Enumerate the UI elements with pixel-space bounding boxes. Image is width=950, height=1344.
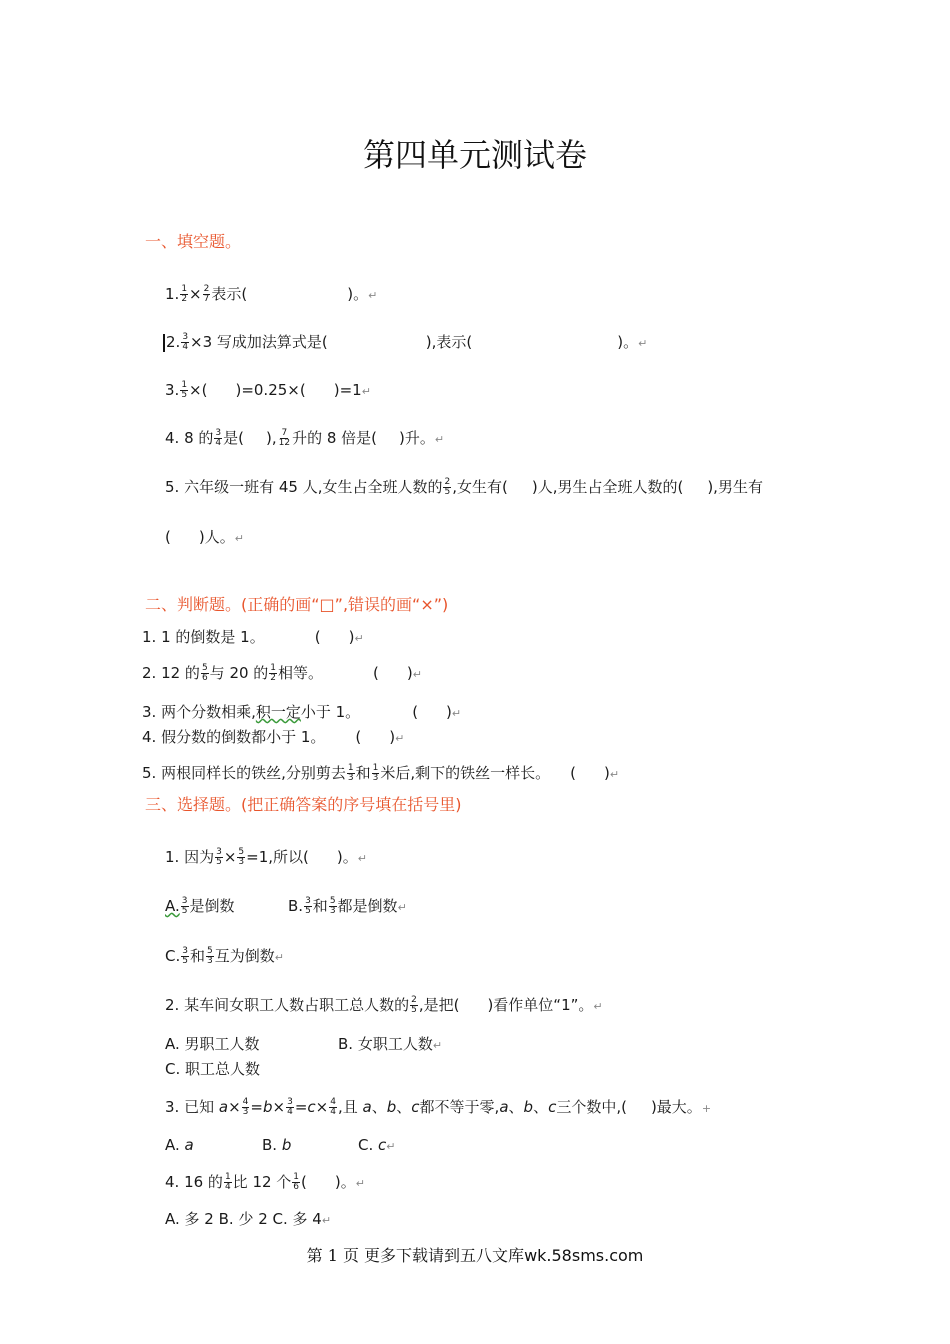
- question-2-1: 1. 1 的倒数是 1。 ( )↵: [142, 628, 364, 646]
- paragraph-mark-icon: ↵: [321, 1214, 332, 1227]
- question-1-1: 1. $\frac{1}{2}$ × $\frac{2}{7}$ 表示( )。↵: [165, 284, 378, 304]
- fraction: $\frac{4}{4}$: [330, 1097, 336, 1117]
- fraction: $\frac{1}{5}$: [181, 380, 188, 400]
- paragraph-mark-icon: ↵: [361, 385, 371, 398]
- fraction: $\frac{1}{4}$: [224, 1172, 231, 1192]
- text-cursor-icon: [163, 334, 165, 352]
- paragraph-mark-icon: ↵: [593, 1000, 603, 1013]
- fraction: $\frac{2}{7}$: [203, 284, 210, 304]
- paragraph-mark-icon: ↵: [397, 901, 407, 914]
- section-heading-multiple-choice: 三、选择题。(把正确答案的序号填在括号里): [145, 795, 462, 814]
- paragraph-mark-icon: ↵: [638, 337, 648, 350]
- option-3-3-c: C. c↵: [358, 1136, 396, 1154]
- question-2-3: 3. 两个分数相乘,积一定小于 1。 ( )↵: [142, 703, 462, 721]
- fraction: $\frac{3}{4}$: [215, 428, 222, 448]
- paragraph-mark-icon: ↵: [434, 433, 445, 446]
- fraction: $\frac{1}{3}$: [347, 763, 354, 783]
- fraction: $\frac{1}{6}$: [293, 1172, 300, 1192]
- options-3-4: A. 多 2 B. 少 2 C. 多 4↵: [165, 1210, 332, 1228]
- paragraph-mark-icon: ↵: [386, 1140, 396, 1153]
- fraction: $\frac{3}{4}$: [182, 332, 189, 352]
- paragraph-mark-icon: ↵: [412, 668, 422, 681]
- paragraph-mark-icon: ↵: [354, 632, 364, 645]
- paragraph-mark-icon: ↵: [368, 289, 378, 302]
- question-1-5: 5. 六年级一班有 45 人,女生占全班人数的 $\frac{2}{5}$ ,女生有( )人,男生占全班人数的( ),男生有: [165, 477, 763, 497]
- paragraph-mark-icon: ↵: [451, 707, 462, 720]
- fraction: $\frac{1}{2}$: [181, 284, 188, 304]
- fraction: $\frac{3}{4}$: [287, 1097, 293, 1117]
- option-3-3-a: A. a: [165, 1136, 194, 1154]
- option-3-1-a: A. $\frac{3}{5}$ 是倒数: [165, 896, 235, 916]
- paragraph-mark-icon: ↵: [609, 768, 620, 781]
- fraction: $\frac{3}{5}$: [216, 847, 222, 867]
- question-1-3: 3. $\frac{1}{5}$ ×( )=0.25×( )=1↵: [165, 380, 371, 400]
- section-heading-true-false: 二、判断题。(正确的画“□”,错误的画“×”): [145, 595, 449, 614]
- paragraph-mark-icon: ↵: [274, 951, 284, 964]
- fraction: $\frac{1}{2}$: [270, 663, 277, 683]
- paragraph-mark-icon: +: [701, 1102, 712, 1115]
- question-2-4: 4. 假分数的倒数都小于 1。 ( )↵: [142, 728, 405, 746]
- option-3-2-c: C. 职工总人数: [165, 1060, 261, 1078]
- fraction: $\frac{3}{5}$: [182, 946, 188, 966]
- question-3-4: 4. 16 的 $\frac{1}{4}$ 比 12 个 $\frac{1}{6}$ ( )。↵: [165, 1172, 365, 1192]
- option-3-1-c: C. $\frac{3}{5}$ 和 $\frac{5}{3}$ 互为倒数↵: [165, 946, 284, 966]
- question-1-5-cont: ( )人。↵: [165, 528, 244, 546]
- option-3-2-b: B. 女职工人数↵: [338, 1035, 443, 1053]
- question-3-2: 2. 某车间女职工人数占职工总人数的 $\frac{2}{5}$ ,是把( )看作单位“1”。↵: [165, 995, 603, 1015]
- question-3-3: 3. 已知 a× $\frac{4}{3}$ =b× $\frac{3}{4}$ =c× $\frac{4}{4}$ ,且 a、b、c都不等于零,a、b、c三个数中,( )最大。+: [165, 1097, 712, 1117]
- page-footer: 第 1 页 更多下载请到五八文库wk.58sms.com: [306, 1246, 644, 1265]
- fraction: $\frac{1}{3}$: [372, 763, 379, 783]
- fraction: $\frac{3}{5}$: [181, 896, 188, 916]
- fraction: $\frac{7}{12}$: [278, 428, 291, 448]
- fraction: $\frac{5}{3}$: [207, 946, 213, 966]
- page-title: 第四单元测试卷: [362, 136, 587, 174]
- fraction: $\frac{4}{3}$: [242, 1097, 249, 1117]
- paragraph-mark-icon: ↵: [357, 852, 367, 865]
- section-heading-fill-blank: 一、填空题。: [145, 232, 242, 251]
- option-3-2-a: A. 男职工人数: [165, 1035, 260, 1053]
- option-3-1-b: B. $\frac{3}{5}$ 和 $\frac{5}{3}$ 都是倒数↵: [288, 896, 407, 916]
- option-3-3-b: B. b: [262, 1136, 292, 1154]
- fraction: $\frac{5}{3}$: [238, 847, 245, 867]
- question-1-4: 4. 8 的 $\frac{3}{4}$ 是( ), $\frac{7}{12}$ 升的 8 倍是( )升。↵: [165, 428, 445, 448]
- fraction: $\frac{2}{5}$: [444, 477, 451, 497]
- question-3-1: 1. 因为 $\frac{3}{5}$ × $\frac{5}{3}$ =1,所以( )。↵: [165, 847, 367, 867]
- question-1-2: 2. $\frac{3}{4}$ ×3 写成加法算式是( ),表示( )。↵: [163, 332, 647, 354]
- fraction: $\frac{2}{5}$: [411, 995, 417, 1015]
- paragraph-mark-icon: ↵: [234, 532, 244, 545]
- footer-link[interactable]: wk.58sms.com: [524, 1246, 644, 1265]
- paragraph-mark-icon: ↵: [395, 732, 405, 745]
- paragraph-mark-icon: ↵: [432, 1039, 443, 1052]
- fraction: $\frac{3}{5}$: [305, 896, 311, 916]
- question-2-5: 5. 两根同样长的铁丝,分别剪去 $\frac{1}{3}$ 和 $\frac{1}{3}$ 米后,剩下的铁丝一样长。 ( )↵: [142, 763, 620, 783]
- paragraph-mark-icon: ↵: [355, 1177, 365, 1190]
- fraction: $\frac{5}{3}$: [329, 896, 336, 916]
- question-2-2: 2. 12 的 $\frac{5}{6}$ 与 20 的 $\frac{1}{2}$ 相等。 ( )↵: [142, 663, 422, 683]
- fraction: $\frac{5}{6}$: [201, 663, 208, 683]
